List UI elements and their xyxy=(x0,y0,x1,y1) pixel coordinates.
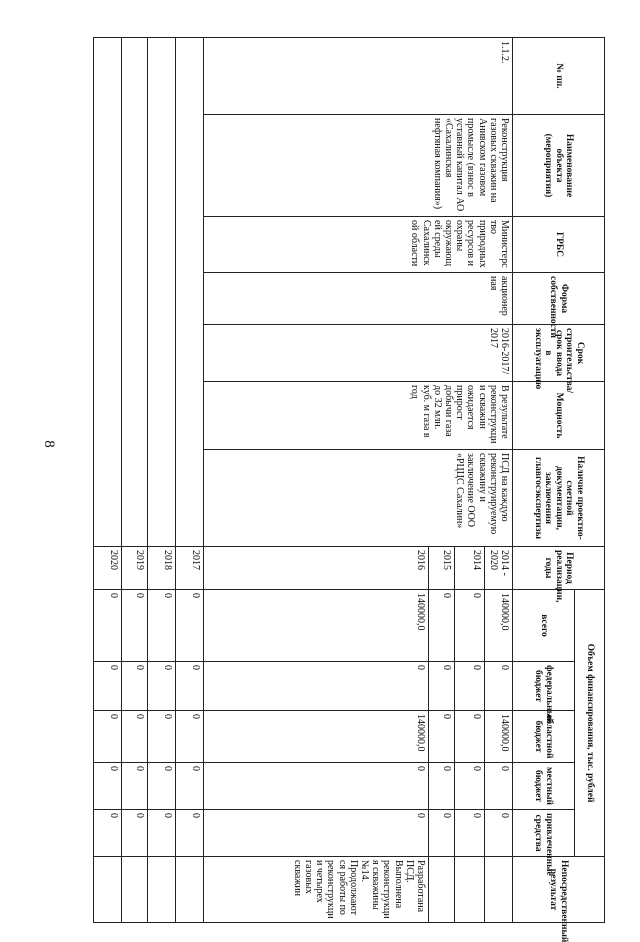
local-cell: 0 xyxy=(94,763,122,810)
result-cell xyxy=(428,857,455,923)
table-body xyxy=(94,38,513,923)
table-row xyxy=(121,38,148,923)
federal-cell: 0 xyxy=(175,662,204,711)
table-row xyxy=(175,38,204,923)
period-cell: 2014 - 2020 xyxy=(485,547,513,590)
regional-cell: 0 xyxy=(121,711,148,763)
local-cell: 0 xyxy=(121,763,148,810)
item-grbs: Министерство природных ресурсов и охраны окружающей среды Сахалинской области xyxy=(204,217,513,273)
regional-cell: 0 xyxy=(455,711,485,763)
total-cell: 0 xyxy=(121,590,148,662)
result-cell xyxy=(485,857,513,923)
local-cell: 0 xyxy=(204,763,429,810)
total-cell: 140000,0 xyxy=(485,590,513,662)
regional-cell: 0 xyxy=(428,711,455,763)
attracted-cell: 0 xyxy=(175,810,204,857)
header-grbs: ГРБС xyxy=(513,217,605,273)
local-cell: 0 xyxy=(455,763,485,810)
attracted-cell: 0 xyxy=(428,810,455,857)
total-cell: 0 xyxy=(175,590,204,662)
table-header xyxy=(513,38,605,942)
header-local: местный бюджет xyxy=(513,763,575,810)
federal-cell: 0 xyxy=(148,662,176,711)
regional-cell: 140000,0 xyxy=(485,711,513,763)
total-cell: 140000,0 xyxy=(204,590,429,662)
result-cell: Разработана ПСД. Выполнена реконструкция скважины №14. Продолжаются работы по реконструкции четырех газовых скважин xyxy=(204,857,429,923)
header-capacity: Мощность xyxy=(513,382,605,450)
header-result: Непосредственный результат xyxy=(513,857,605,923)
item-name: Реконструкция газовых скважин на Анивском газовом промысле (взнос в уставный капитал АО «Сахалинская нефтяная компания») xyxy=(204,115,513,217)
period-cell: 2014 xyxy=(455,547,485,590)
empty-merged-cell xyxy=(94,38,122,547)
regional-cell: 0 xyxy=(175,711,204,763)
item-term: 2016-2017/ 2017 xyxy=(204,325,513,382)
regional-cell: 0 xyxy=(148,711,176,763)
header-num: № пп. xyxy=(513,38,605,115)
item-num: 1.1.2. xyxy=(204,38,513,115)
federal-cell: 0 xyxy=(94,662,122,711)
federal-cell: 0 xyxy=(204,662,429,711)
attracted-cell: 0 xyxy=(148,810,176,857)
period-cell: 2018 xyxy=(148,547,176,590)
local-cell: 0 xyxy=(175,763,204,810)
rotated-landscape-page xyxy=(93,37,605,942)
period-cell: 2015 xyxy=(428,547,455,590)
header-federal: федеральный бюджет xyxy=(513,662,575,711)
header-funding-group: Объем финансирования, тыс. рублей xyxy=(575,590,605,857)
page-number: 8 xyxy=(41,440,57,448)
financing-table-container xyxy=(93,37,605,942)
header-name: Наименование объекта (мероприятия) xyxy=(513,115,605,217)
header-total: всего xyxy=(513,590,575,662)
period-cell: 2019 xyxy=(121,547,148,590)
result-cell xyxy=(121,857,148,923)
attracted-cell: 0 xyxy=(94,810,122,857)
local-cell: 0 xyxy=(428,763,455,810)
local-cell: 0 xyxy=(148,763,176,810)
federal-cell: 0 xyxy=(485,662,513,711)
regional-cell: 140000,0 xyxy=(204,711,429,763)
total-cell: 0 xyxy=(94,590,122,662)
result-cell xyxy=(94,857,122,923)
attracted-cell: 0 xyxy=(121,810,148,857)
regional-cell: 0 xyxy=(94,711,122,763)
federal-cell: 0 xyxy=(121,662,148,711)
item-psd: ПСД на каждую реконструируемую скважину и заключение ООО «РЦЦС Сахалин» xyxy=(204,450,513,547)
header-attracted: привлеченные средства xyxy=(513,810,575,857)
table-row xyxy=(94,38,122,923)
period-cell: 2016 xyxy=(204,547,429,590)
table-row xyxy=(148,38,176,923)
header-period: Период реализации, годы xyxy=(513,547,605,590)
item-capacity: В результате реконструкции скважин ожидается прирост добычи газа до 32 млн. куб. м газа в год xyxy=(204,382,513,450)
local-cell: 0 xyxy=(485,763,513,810)
financing-table xyxy=(93,37,605,942)
period-cell: 2017 xyxy=(175,547,204,590)
empty-merged-cell xyxy=(175,38,204,547)
federal-cell: 0 xyxy=(428,662,455,711)
result-cell xyxy=(148,857,176,923)
table-row xyxy=(485,38,513,923)
empty-merged-cell xyxy=(148,38,176,547)
total-cell: 0 xyxy=(455,590,485,662)
period-cell: 2020 xyxy=(94,547,122,590)
result-cell xyxy=(175,857,204,923)
attracted-cell: 0 xyxy=(485,810,513,857)
empty-merged-cell xyxy=(121,38,148,547)
result-cell xyxy=(455,857,485,923)
header-ownership: Форма собственности xyxy=(513,273,605,325)
header-regional: областной бюджет xyxy=(513,711,575,763)
header-psd: Наличие проектно-сметной документации, заключения главгосэкспертизы xyxy=(513,450,605,547)
total-cell: 0 xyxy=(148,590,176,662)
attracted-cell: 0 xyxy=(455,810,485,857)
federal-cell: 0 xyxy=(455,662,485,711)
attracted-cell: 0 xyxy=(204,810,429,857)
header-term: Срок строительства/срок ввода в эксплуатацию xyxy=(513,325,605,382)
total-cell: 0 xyxy=(428,590,455,662)
item-ownership: акционерная xyxy=(204,273,513,325)
